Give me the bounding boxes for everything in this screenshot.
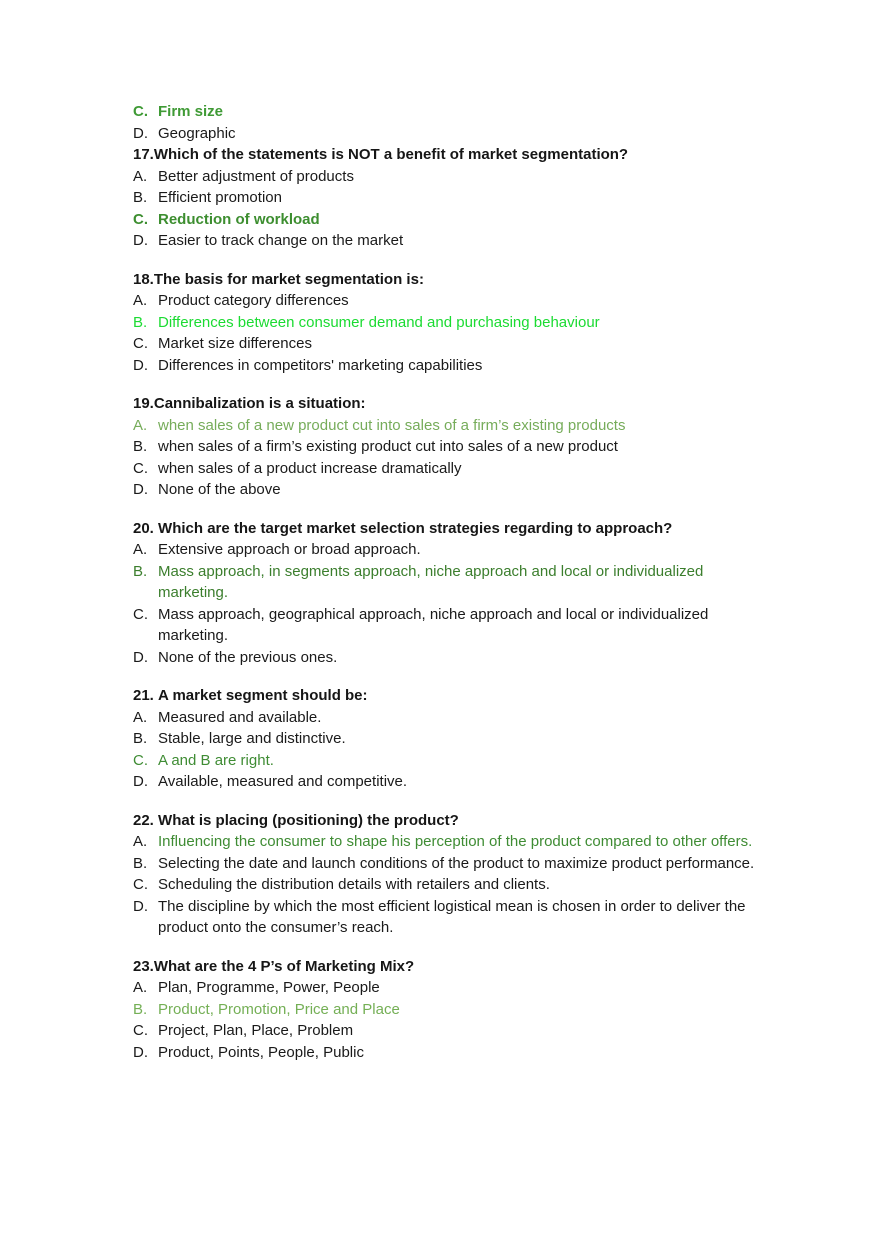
question-heading [133, 269, 775, 291]
question-options [133, 415, 775, 501]
option-letter: D. [133, 356, 148, 374]
option-letter: D. [133, 124, 148, 142]
option-letter: A. [133, 416, 148, 434]
option-letter: A. [133, 833, 148, 850]
question-number: 23. [133, 957, 154, 975]
question-options [133, 707, 775, 793]
option-row [133, 436, 775, 458]
option-letter: B. [133, 1000, 148, 1018]
option-letter: B. [133, 438, 148, 455]
question-heading [133, 956, 775, 978]
option-text: The discipline by which the most efficient logistical mean is chosen in order to deliver the product onto the consumer’s reach. [158, 897, 746, 936]
question-block-23 [133, 956, 775, 1064]
option-letter: A. [133, 979, 148, 996]
option-letter: B. [133, 313, 148, 331]
option-text: Extensive approach or broad approach. [158, 541, 421, 558]
option-text: Market size differences [158, 335, 312, 352]
question-heading [133, 685, 775, 707]
option-text: Scheduling the distribution details with retailers and clients. [158, 876, 550, 893]
option-row [133, 728, 775, 750]
question-number: 17. [133, 146, 154, 163]
option-letter: A. [133, 708, 148, 726]
question-title: What is placing (positioning) the product? [158, 811, 459, 829]
option-letter: D. [133, 648, 148, 666]
option-row [133, 415, 775, 437]
option-row [133, 312, 775, 334]
option-row [133, 771, 775, 793]
option-row [133, 853, 775, 875]
option-letter: D. [133, 897, 148, 915]
option-text: Mass approach, geographical approach, niche approach and local or individualized marketing. [158, 605, 709, 644]
question-options [133, 539, 775, 668]
question-block-20 [133, 518, 775, 669]
question-options [133, 831, 775, 939]
option-text: Project, Plan, Place, Problem [158, 1022, 354, 1039]
option-row [133, 355, 775, 377]
option-text: Easier to track change on the market [158, 232, 404, 249]
option-row [133, 1020, 775, 1042]
option-text: None of the previous ones. [158, 648, 338, 666]
question-block-18 [133, 269, 775, 377]
option-text: Product category differences [158, 292, 349, 309]
question-title: What are the 4 P’s of Marketing Mix? [153, 957, 415, 975]
option-row [133, 874, 775, 896]
option-letter: C. [133, 335, 148, 352]
option-text: Differences between consumer demand and purchasing behaviour [158, 313, 600, 331]
option-row [133, 333, 775, 355]
option-text: Plan, Programme, Power, People [158, 979, 380, 996]
option-text: when sales of a product increase dramatically [158, 459, 462, 477]
option-row [133, 750, 775, 772]
question-block-21 [133, 685, 775, 793]
question-heading [133, 393, 775, 415]
option-letter: A. [133, 541, 148, 558]
option-text: None of the above [158, 481, 281, 498]
option-row [133, 647, 775, 669]
question-heading [133, 810, 775, 832]
option-letter: D. [133, 232, 148, 249]
option-text: Efficient promotion [158, 189, 282, 206]
option-letter: C. [133, 605, 148, 623]
option-row [133, 230, 775, 252]
option-text: when sales of a firm’s existing product cut into sales of a new product [158, 438, 618, 455]
option-row [133, 561, 775, 604]
question-title: Which are the target market selection strategies regarding to approach? [158, 519, 673, 537]
option-text: Firm size [158, 103, 224, 120]
option-letter: C. [133, 751, 148, 769]
option-letter: B. [133, 730, 148, 747]
question-options [133, 290, 775, 376]
option-row [133, 166, 775, 188]
option-letter: D. [133, 773, 148, 790]
option-letter: D. [133, 481, 148, 498]
option-text: Product, Promotion, Price and Place [158, 1000, 400, 1018]
question-options [133, 166, 775, 252]
question-title: Cannibalization is a situation: [153, 395, 366, 412]
question-block-19 [133, 393, 775, 501]
option-text: Measured and available. [158, 708, 322, 726]
option-letter: A. [133, 167, 148, 185]
question-number: 20. [133, 519, 159, 537]
previous-question-options [133, 101, 775, 144]
option-text: Available, measured and competitive. [158, 773, 408, 790]
option-row [133, 539, 775, 561]
option-text: Reduction of workload [158, 210, 320, 228]
question-heading [133, 144, 775, 166]
option-letter: B. [133, 562, 148, 580]
option-text: Better adjustment of products [158, 167, 354, 185]
question-title: The basis for market segmentation is: [153, 270, 424, 288]
question-title: A market segment should be: [158, 687, 368, 704]
option-letter: B. [133, 189, 148, 206]
option-text: Influencing the consumer to shape his perception of the product compared to other offers. [158, 833, 753, 850]
option-row [133, 209, 775, 231]
question-number: 19. [133, 395, 154, 412]
option-row [133, 458, 775, 480]
option-row [133, 101, 775, 123]
option-letter: C. [133, 459, 148, 477]
option-row [133, 604, 775, 647]
question-options [133, 977, 775, 1063]
question-heading [133, 518, 775, 540]
option-letter: A. [133, 292, 148, 309]
question-number: 21. [133, 687, 159, 704]
option-text: Stable, large and distinctive. [158, 730, 346, 747]
option-letter: B. [133, 854, 148, 872]
question-number: 18. [133, 270, 154, 288]
option-row [133, 1042, 775, 1064]
option-row [133, 187, 775, 209]
option-letter: C. [133, 876, 148, 893]
option-row [133, 479, 775, 501]
option-row [133, 707, 775, 729]
option-letter: C. [133, 103, 148, 120]
option-text: Geographic [158, 124, 236, 142]
option-text: A and B are right. [158, 751, 274, 769]
option-row [133, 999, 775, 1021]
question-block-17 [133, 144, 775, 252]
option-row [133, 831, 775, 853]
question-title: Which of the statements is NOT a benefit of market segmentation? [153, 146, 629, 163]
option-row [133, 896, 775, 939]
option-text: Mass approach, in segments approach, niche approach and local or individualized marketing. [158, 562, 704, 601]
option-text: Selecting the date and launch conditions of the product to maximize product performance. [158, 854, 755, 872]
option-letter: C. [133, 1022, 148, 1039]
question-block-22 [133, 810, 775, 939]
option-text: Product, Points, People, Public [158, 1043, 364, 1061]
questions-list [133, 144, 775, 1063]
question-number: 22. [133, 811, 159, 829]
option-text: when sales of a new product cut into sales of a firm’s existing products [158, 416, 626, 434]
option-letter: D. [133, 1043, 148, 1061]
option-letter: C. [133, 210, 148, 228]
option-row [133, 977, 775, 999]
option-text: Differences in competitors' marketing capabilities [158, 356, 483, 374]
option-row [133, 290, 775, 312]
option-row [133, 123, 775, 145]
